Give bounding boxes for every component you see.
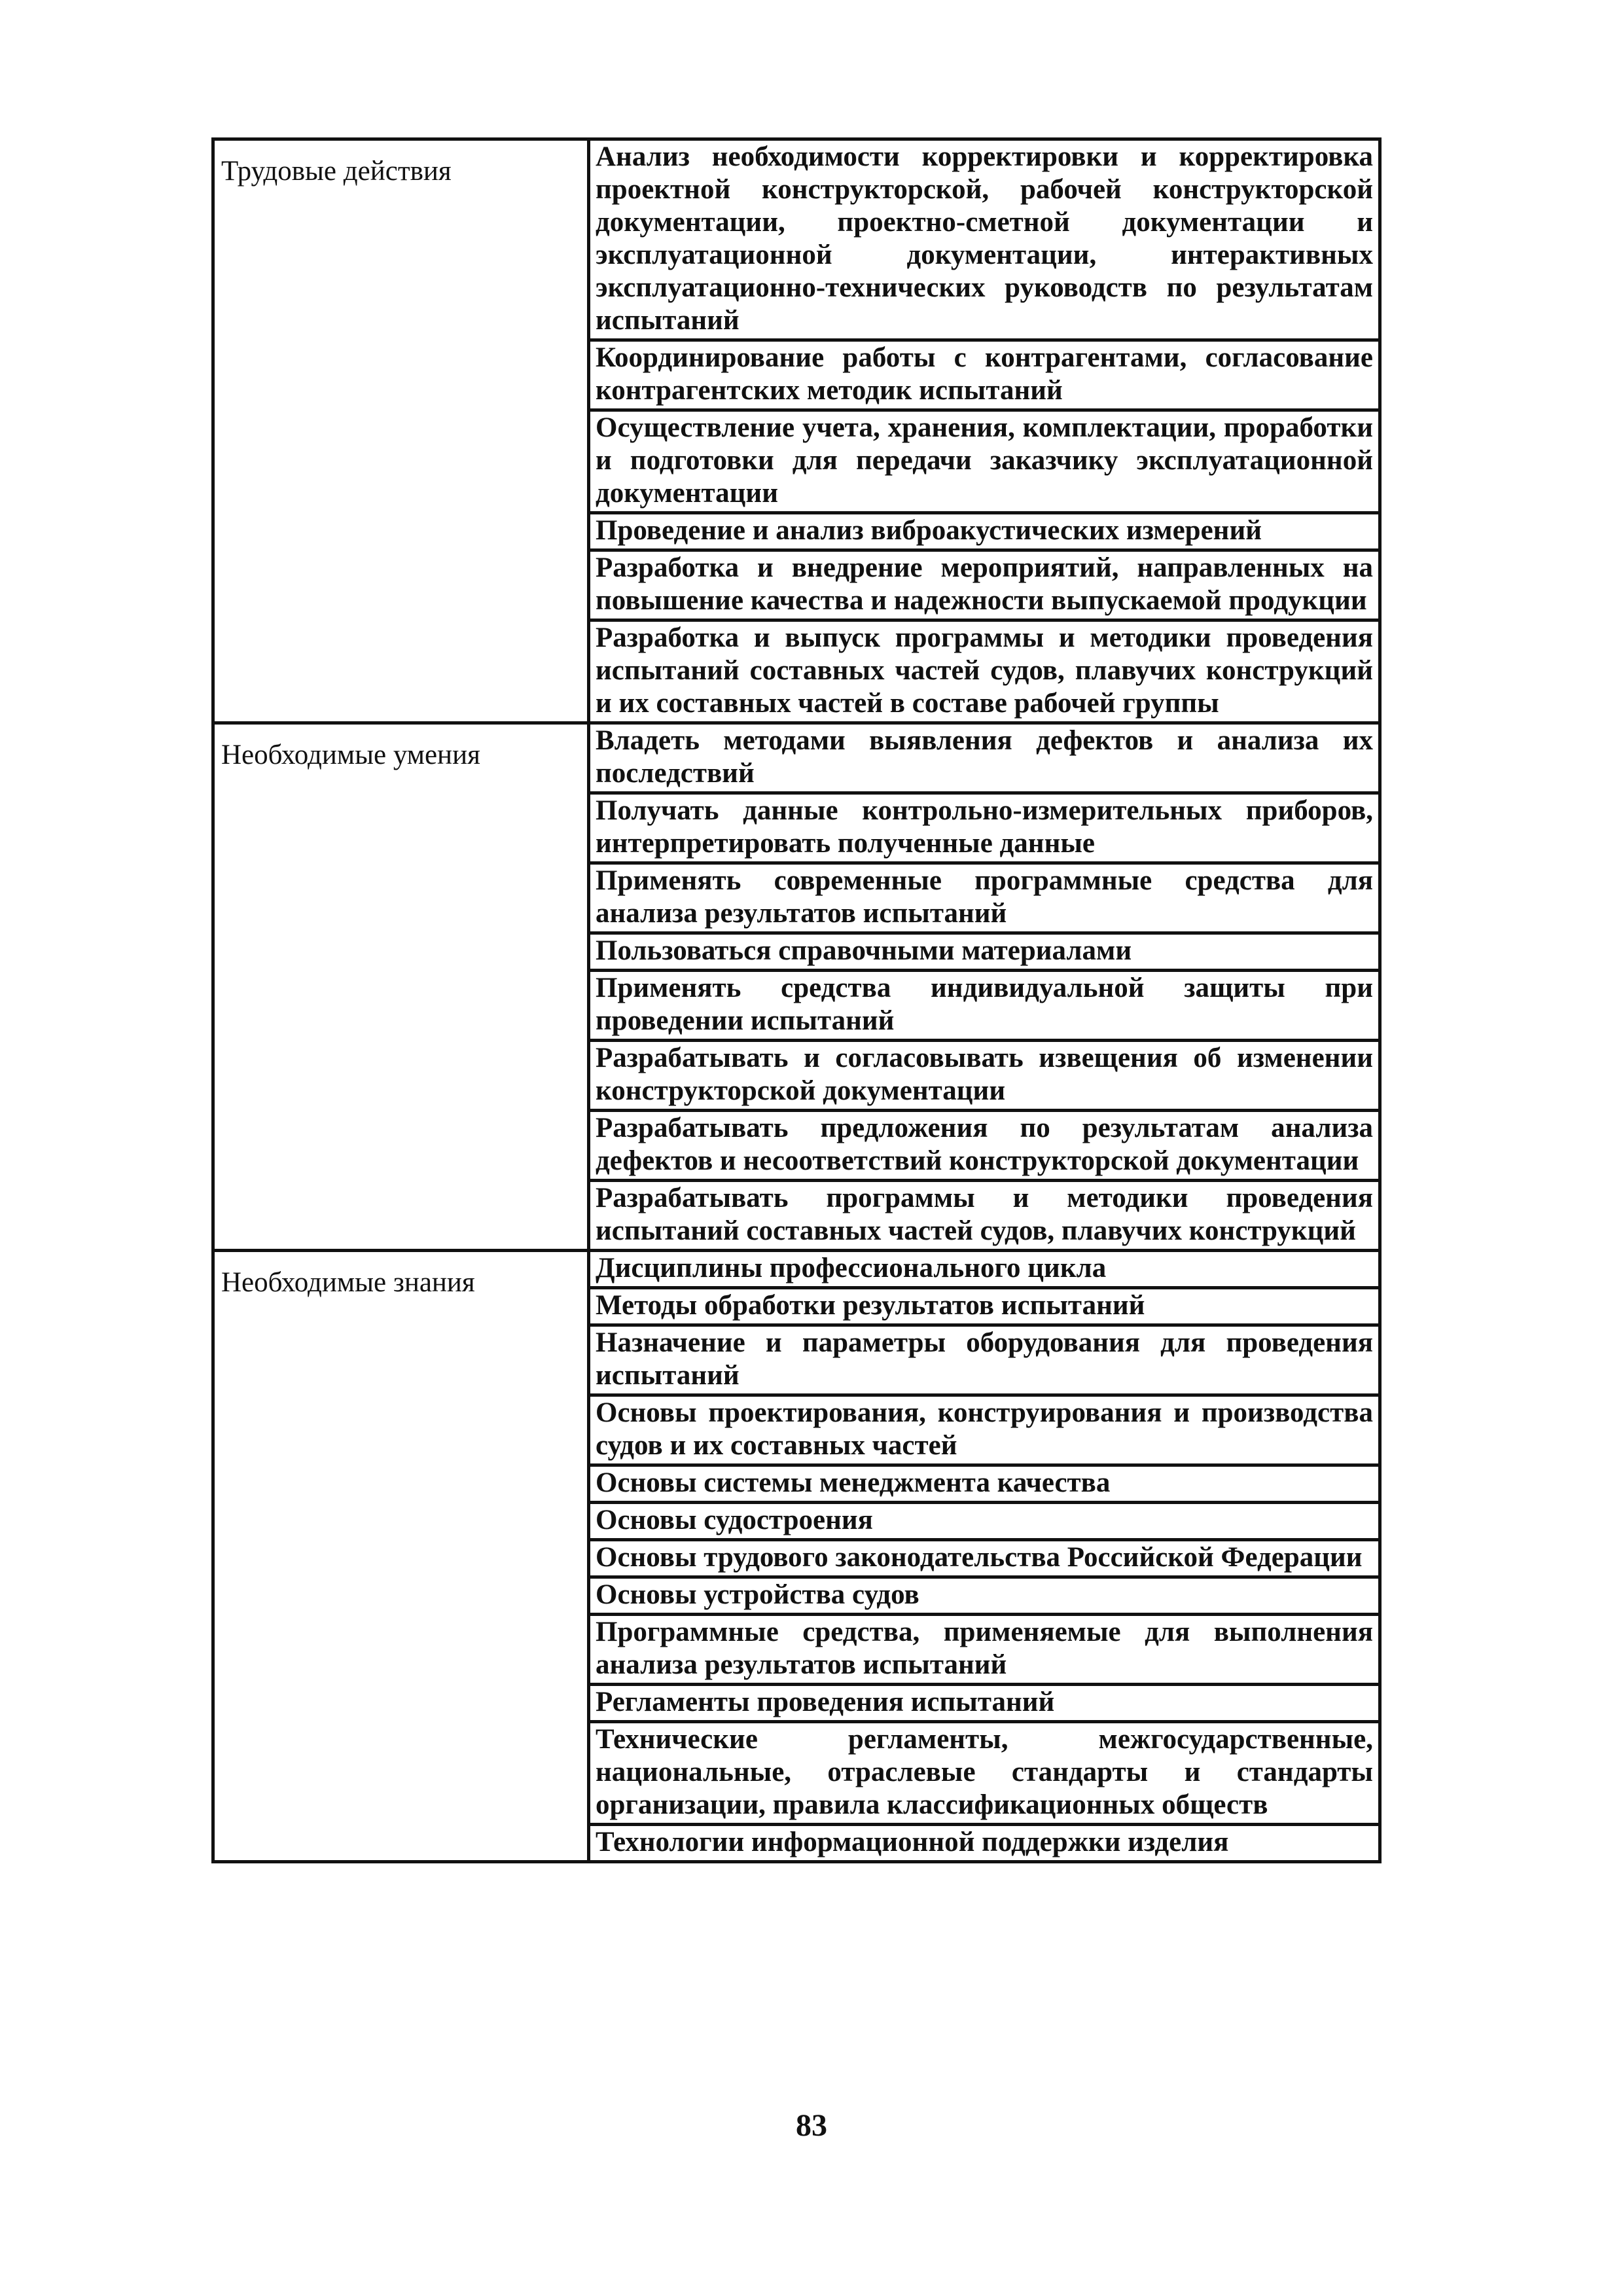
item-cell: Разрабатывать и согласовывать извещения об изменении конструкторской документации <box>589 1041 1380 1111</box>
item-cell: Основы устройства судов <box>589 1577 1380 1615</box>
competency-table <box>211 137 1382 1863</box>
table-row <box>213 1251 1380 1288</box>
item-cell: Проведение и анализ виброакустических измерений <box>589 513 1380 550</box>
item-cell: Анализ необходимости корректировки и корректировка проектной конструкторской, рабочей конструкторской документации, проектно-сметной документации и эксплуатационной документации, интерактивных эксплуатационно-технических руководств по результатам испытаний <box>589 139 1380 340</box>
item-cell: Дисциплины профессионального цикла <box>589 1251 1380 1288</box>
item-cell: Основы трудового законодательства Российской Федерации <box>589 1540 1380 1577</box>
item-cell: Разработка и выпуск программы и методики проведения испытаний составных частей судов, плавучих конструкций и их составных частей в составе рабочей группы <box>589 620 1380 723</box>
item-cell: Разрабатывать предложения по результатам анализа дефектов и несоответствий конструкторской документации <box>589 1111 1380 1181</box>
item-cell: Координирование работы с контрагентами, согласование контрагентских методик испытаний <box>589 340 1380 410</box>
table-body <box>213 139 1380 1862</box>
item-cell: Разрабатывать программы и методики проведения испытаний составных частей судов, плавучих конструкций <box>589 1181 1380 1251</box>
item-cell: Программные средства, применяемые для выполнения анализа результатов испытаний <box>589 1615 1380 1685</box>
table-row <box>213 139 1380 340</box>
item-cell: Владеть методами выявления дефектов и анализа их последствий <box>589 723 1380 793</box>
item-cell: Регламенты проведения испытаний <box>589 1685 1380 1722</box>
group-label-cell <box>213 723 589 1251</box>
item-cell: Основы судостроения <box>589 1503 1380 1540</box>
item-cell: Основы проектирования, конструирования и производства судов и их составных частей <box>589 1395 1380 1465</box>
item-cell: Пользоваться справочными материалами <box>589 933 1380 971</box>
group-label: Необходимые умения <box>221 740 480 770</box>
item-cell: Назначение и параметры оборудования для проведения испытаний <box>589 1325 1380 1395</box>
item-cell: Применять средства индивидуальной защиты при проведении испытаний <box>589 971 1380 1041</box>
item-cell: Основы системы менеджмента качества <box>589 1465 1380 1503</box>
group-label: Необходимые знания <box>221 1267 475 1298</box>
item-cell: Осуществление учета, хранения, комплектации, проработки и подготовки для передачи заказчику эксплуатационной документации <box>589 410 1380 513</box>
item-cell: Получать данные контрольно-измерительных приборов, интерпретировать полученные данные <box>589 793 1380 863</box>
item-cell: Разработка и внедрение мероприятий, направленных на повышение качества и надежности выпускаемой продукции <box>589 550 1380 620</box>
group-label-cell <box>213 139 589 723</box>
item-cell: Применять современные программные средства для анализа результатов испытаний <box>589 863 1380 933</box>
page-number: 83 <box>796 2108 827 2143</box>
item-cell: Методы обработки результатов испытаний <box>589 1288 1380 1325</box>
item-cell: Технические регламенты, межгосударственные, национальные, отраслевые стандарты и стандарты организации, правила классификационных обществ <box>589 1722 1380 1825</box>
group-label-cell <box>213 1251 589 1862</box>
item-cell: Технологии информационной поддержки изделия <box>589 1825 1380 1862</box>
table-row <box>213 723 1380 793</box>
group-label: Трудовые действия <box>221 156 452 187</box>
